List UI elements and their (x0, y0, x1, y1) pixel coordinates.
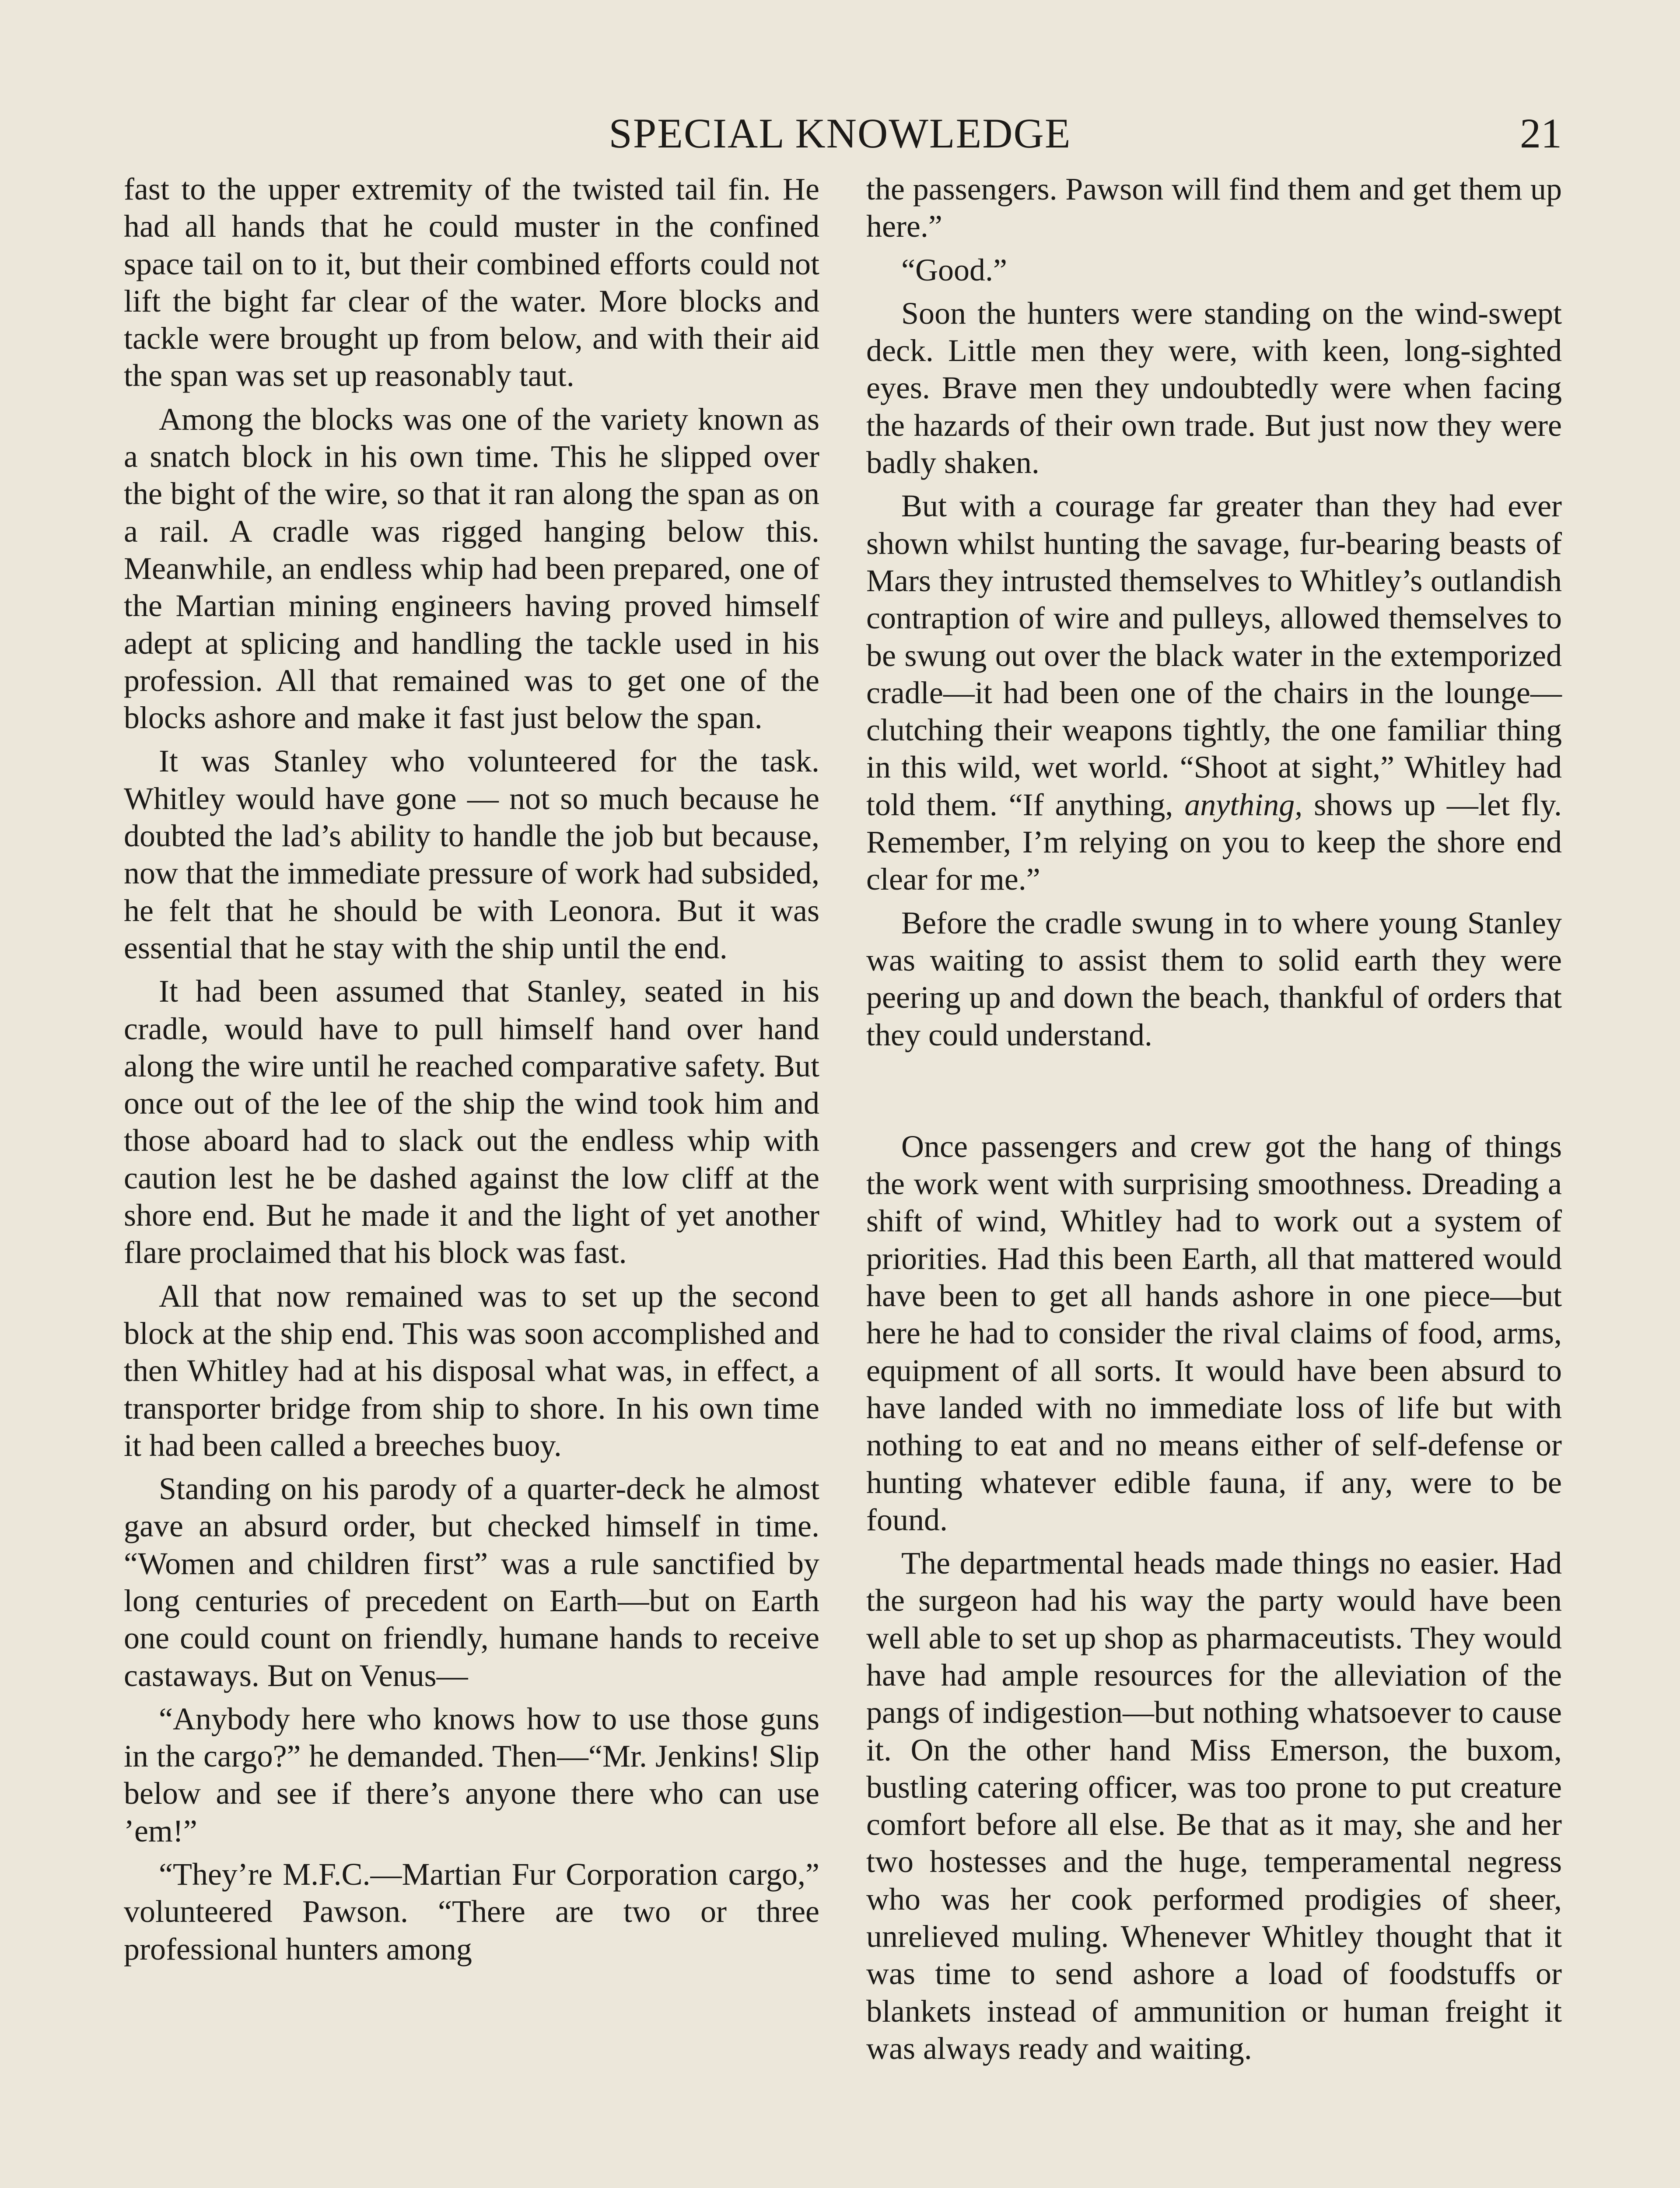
paragraph: It had been assumed that Stanley, seated in his cradle, would have to pull himself hand over hand along the wire until he reached comparative safety. But once out of the lee of the ship the wind took him and those aboard had to slack out the endless whip with caution lest he be dashed against the low cliff at the shore end. But he made it and the light of yet another flare proclaimed that his block was fast. (124, 974, 819, 1270)
emphasis-text: anything, (1184, 787, 1303, 822)
paragraph: Soon the hunters were standing on the wind-swept deck. Little men they were, with keen, long-sighted eyes. Brave men they undoubtedly were when facing the hazards of their own trade. But just now they were badly shaken. (866, 295, 1562, 480)
paragraph: All that now remained was to set up the second block at the ship end. This was soon accomplished and then Whitley had at his disposal what was, in effect, a transporter bridge from ship to shore. In his own time it had been called a breeches buoy. (124, 1278, 819, 1463)
paragraph: “They’re M.F.C.—Martian Fur Corporation cargo,” volunteered Pawson. “There are two or three professional hunters among (124, 1857, 819, 1967)
paragraph: Before the cradle swung in to where young Stanley was waiting to assist them to solid earth they were peering up and down the beach, thankful of orders that they could understand. (866, 905, 1562, 1052)
paragraph: fast to the upper extremity of the twisted tail fin. He had all hands that he could muster in the confined space tail on to it, but their combined efforts could not lift the bight far clear of the water. More blocks and tackle were brought up from below, and with their aid the span was set up reasonably taut. (124, 172, 819, 393)
page-header (0, 105, 1680, 162)
running-title: SPECIAL KNOWLEDGE (609, 110, 1071, 157)
paragraph: It was Stanley who volunteered for the task. Whitley would have gone — not so much because he doubted the lad’s ability to handle the job but because, now that the immediate pressure of work had subsided, he felt that he should be with Leonora. But it was essential that he stay with the ship until the end. (124, 743, 819, 965)
paragraph: “Anybody here who knows how to use those guns in the cargo?” he demanded. Then—“Mr. Jenkins! Slip below and see if there’s anyone there who can use ’em!” (124, 1701, 819, 1848)
paragraph-text: But with a courage far greater than they had ever shown whilst hunting the savage, fur-bearing beasts of Mars they intrusted themselves to Whitley’s outlandish contraption of wire and pulleys, allowed themselves to be swung out over the black water in the extemporized cradle—it had been one of the chairs in the lounge—clutching their weapons tightly, the one familiar thing in this wild, wet world. “Shoot at sight,” Whitley had told them. “If anything, (866, 488, 1562, 822)
paragraph: The departmental heads made things no easier. Had the surgeon had his way the party would have been well able to set up shop as pharmaceutists. They would have had ample resources for the alleviation of the pangs of indigestion—but nothing whatsoever to cause it. On the other hand Miss Emerson, the buxom, bustling catering officer, was too prone to put creature comfort before all else. Be that as it may, she and her two hostesses and the huge, temperamental negress who was her cook performed prodigies of sheer, unrelieved muling. Whenever Whitley thought that it was time to send ashore a load of foodstuffs or blankets instead of ammunition or human freight it was always ready and waiting. (866, 1546, 1562, 2066)
paragraph-text: shows up —let fly. Remember, I’m relying on you to keep the shore end clear for me.” (866, 787, 1562, 897)
paragraph (866, 487, 1562, 898)
left-column (124, 171, 819, 2188)
paragraph: Among the blocks was one of the variety known as a snatch block in his own time. This he slipped over the bight of the wire, so that it ran along the span as on a rail. A cradle was rigged hanging below this. Meanwhile, an endless whip had been prepared, one of the Martian mining engineers having proved himself adept at splicing and handling the tackle used in his profession. All that remained was to get one of the blocks ashore and make it fast just below the span. (124, 401, 819, 736)
paragraph: “Good.” (901, 252, 1007, 288)
paragraph: Once passengers and crew got the hang of things the work went with surprising smoothness. Dreading a shift of wind, Whitley had to work out a system of priorities. Had this been Earth, all that mattered would have been to get all hands ashore in one piece—but here he had to consider the rival claims of food, arms, equipment of all sorts. It would have been absurd to have landed with no immediate loss of life but with nothing to eat and no means either of self-defense or hunting whatever edible fauna, if any, were to be found. (866, 1129, 1562, 1537)
page-number: 21 (1520, 110, 1562, 157)
paragraph: the passengers. Pawson will find them and get them up here.” (866, 172, 1562, 244)
right-column (866, 171, 1562, 2188)
paragraph: Standing on his parody of a quarter-deck he almost gave an absurd order, but checked himself in time. “Women and children first” was a rule sanctified by long centuries of precedent on Earth—but on Earth one could count on friendly, humane hands to receive castaways. But on Venus— (124, 1471, 819, 1693)
